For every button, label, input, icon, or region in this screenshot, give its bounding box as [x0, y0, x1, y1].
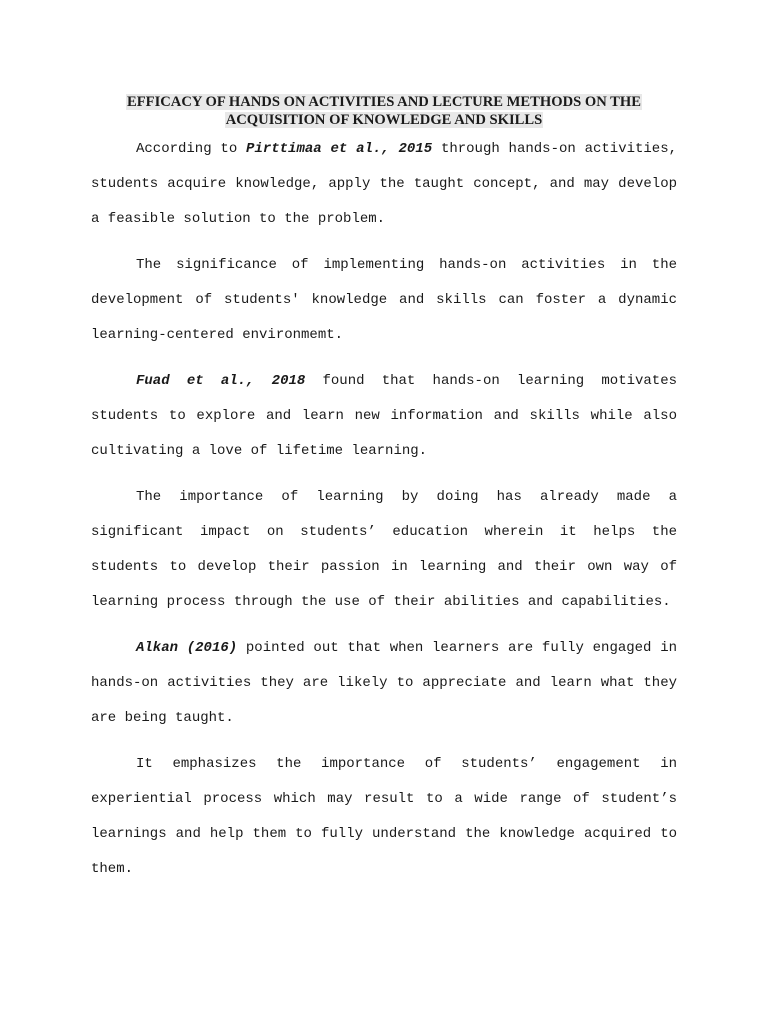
document-title [90, 93, 678, 129]
document-body [91, 132, 677, 898]
paragraph-3 [91, 364, 677, 469]
paragraph-2: The significance of implementing hands-on activities in the development of students' knowledge and skills can foster a dynamic learning-centered environmemt. [91, 257, 677, 343]
citation-fuad: Fuad et al., 2018 [136, 373, 306, 389]
paragraph-4: The importance of learning by doing has already made a significant impact on students’ education wherein it helps the students to develop their passion in learning and their own way of learning process through the use of their abilities and capabilities. [91, 489, 677, 610]
paragraph-3-text: found that hands-on learning motivates students to explore and learn new information and skills while also cultivating a love of lifetime learning. [91, 373, 678, 459]
citation-alkan: Alkan (2016) [136, 640, 238, 656]
paragraph-5-text: pointed out that when learners are fully engaged in hands-on activities they are likely to appreciate and learn what they are being taught. [91, 640, 677, 726]
paragraph-1-lead: According to [136, 141, 247, 157]
title-line-2: ACQUISITION OF KNOWLEDGE AND SKILLS [225, 112, 543, 128]
paragraph-5 [91, 631, 677, 736]
title-line-1: EFFICACY OF HANDS ON ACTIVITIES AND LECTURE METHODS ON THE [127, 94, 641, 110]
paragraph-1 [91, 132, 677, 237]
paragraph-6: It emphasizes the importance of students’ engagement in experiential process which may result to a wide range of student’s learnings and help them to fully understand the knowledge acquired to them. [91, 756, 677, 877]
paragraph-1-text: through hands-on activities, students acquire knowledge, apply the taught concept, and may develop a feasible solution to the problem. [91, 141, 678, 227]
citation-pirttimaa: Pirttimaa et al., 2015 [246, 141, 433, 157]
